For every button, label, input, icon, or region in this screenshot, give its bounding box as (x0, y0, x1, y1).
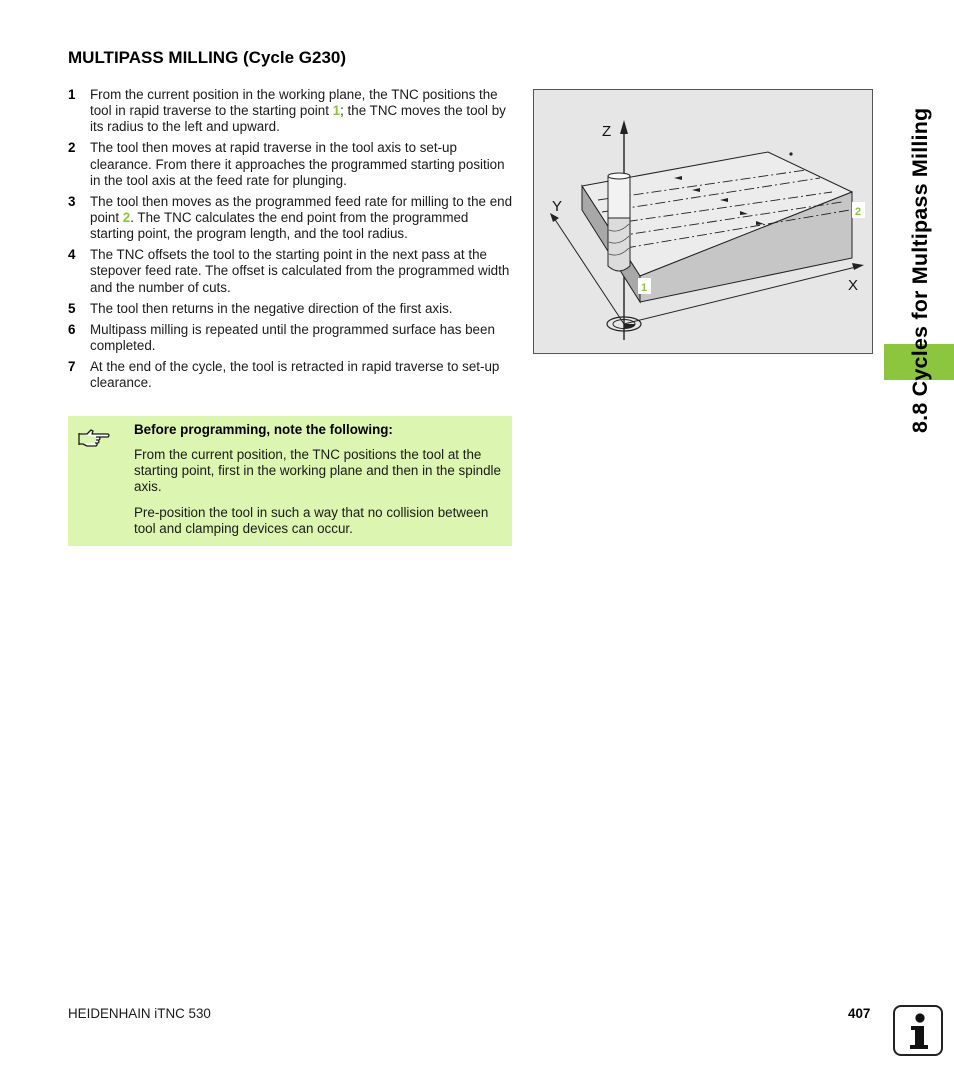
note-paragraph: From the current position, the TNC positions the tool at the starting point, first in the working plane and then in the spindle axis. (134, 447, 501, 495)
step-number: 7 (68, 358, 76, 374)
step-point-ref: 2 (122, 210, 131, 226)
step-point-ref: 1 (332, 103, 341, 119)
step-item (68, 301, 513, 317)
footer-product: HEIDENHAIN iTNC 530 (68, 1006, 211, 1021)
page-number: 407 (848, 1006, 871, 1021)
step-text: The tool then returns in the negative direction of the first axis. (90, 300, 453, 316)
step-text: The tool then moves at rapid traverse in the tool axis to set-up clearance. From there it approaches the programmed starting position in the tool axis at the feed rate for plunging. (90, 140, 505, 188)
pointing-hand-icon (77, 426, 111, 452)
step-item (68, 140, 513, 189)
step-text: The tool then moves as the programmed feed rate for milling to the end point (90, 193, 513, 226)
axis-label-z: Z (602, 123, 612, 140)
note-title: Before programming, note the following: (134, 422, 393, 437)
start-point-marker: 1 (641, 282, 648, 294)
axis-label-x: X (848, 277, 859, 294)
step-number: 3 (68, 193, 76, 209)
step-item (68, 322, 513, 354)
step-number: 1 (68, 87, 76, 102)
step-number: 4 (68, 247, 76, 263)
step-item (68, 247, 513, 296)
info-icon[interactable] (893, 1005, 943, 1056)
step-text: From the current position in the working plane, the TNC positions the tool in rapid traverse to the starting point (90, 87, 498, 119)
step-text: At the end of the cycle, the tool is retracted in rapid traverse to set-up clearance. (90, 358, 500, 391)
section-title: 8.8 Cycles for Multipass Milling (908, 107, 932, 433)
axis-label-y: Y (552, 198, 563, 215)
milling-diagram (534, 90, 874, 355)
multipass-milling-figure (533, 89, 873, 354)
note-paragraph: Pre-position the tool in such a way that no collision between tool and clamping devices can occur. (134, 505, 489, 537)
step-text: . The TNC calculates the end point from the programmed starting point, the program length, and the tool radius. (90, 210, 469, 242)
step-item (68, 87, 513, 136)
step-number: 5 (68, 300, 76, 316)
info-glyph (895, 1007, 941, 1054)
step-text: ; the TNC moves the tool by its radius to the left and upward. (90, 103, 506, 135)
end-point-marker: 2 (855, 206, 862, 218)
page-heading: MULTIPASS MILLING (Cycle G230) (68, 48, 347, 67)
step-item (68, 359, 513, 391)
note-box (68, 416, 512, 546)
step-text: The TNC offsets the tool to the starting point in the next pass at the stepover feed rate. The offset is calculated from the programmed width and the number of cuts. (90, 247, 510, 295)
step-number: 6 (68, 321, 76, 337)
step-item (68, 194, 513, 243)
step-text: Multipass milling is repeated until the programmed surface has been completed. (90, 321, 495, 353)
steps-list (68, 87, 513, 396)
step-number: 2 (68, 140, 76, 156)
